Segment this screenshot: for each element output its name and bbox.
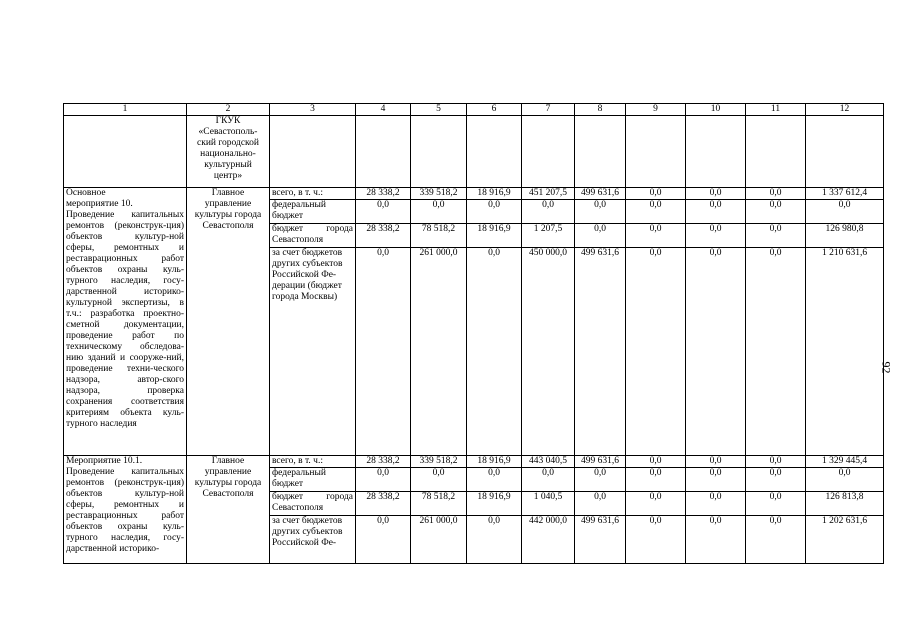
amount-cell: 18 916,9 (467, 492, 522, 516)
amount-cell: 499 631,6 (575, 516, 626, 564)
amount-cell: 1 329 445,4 (806, 456, 884, 468)
page-number: 92 (879, 361, 894, 374)
amount-cell: 0,0 (467, 516, 522, 564)
amount-cell: 0,0 (746, 516, 806, 564)
amount-cell: 0,0 (746, 188, 806, 200)
amount-cell: 0,0 (467, 248, 522, 456)
amount-cell: 499 631,6 (575, 188, 626, 200)
amount-cell: 1 337 612,4 (806, 188, 884, 200)
amount-cell: 28 338,2 (356, 456, 411, 468)
funding-source: всего, в т. ч.: (270, 456, 356, 468)
table-row (64, 456, 884, 468)
amount-cell: 0,0 (686, 468, 746, 492)
amount-cell: 0,0 (746, 248, 806, 456)
event-description: Основное мероприятие 10. Проведение капитальных ремонтов (реконструк-ция) объектов культур-ной сферы, ремонтных и реставрационных работ объектов охраны куль-турного наследия, госу-дарственной историко-культурной экспертизы, в т.ч.: разработка проектно-сметной документации, проведение работ по техническому обследова-нию зданий и сооруже-ний, проведение техни-ческого надзора, автор-ского надзора, проверка сохранения соответствия критериям объекта куль-турного наследия (64, 188, 187, 456)
column-number: 10 (686, 104, 746, 116)
column-number: 3 (270, 104, 356, 116)
amount-cell: 0,0 (686, 188, 746, 200)
amount-cell: 0,0 (626, 516, 686, 564)
column-number: 1 (64, 104, 187, 116)
amount-cell: 0,0 (575, 224, 626, 248)
amount-cell: 28 338,2 (356, 188, 411, 200)
event-executor: Главное управление культуры города Севастополя (187, 456, 270, 564)
amount-cell: 0,0 (575, 468, 626, 492)
amount-cell: 0,0 (411, 200, 467, 224)
amount-cell: 0,0 (626, 224, 686, 248)
amount-cell: 18 916,9 (467, 456, 522, 468)
funding-source: бюджет города Севастополя (270, 224, 356, 248)
event-executor: Главное управление культуры города Севастополя (187, 188, 270, 456)
amount-cell: 0,0 (626, 248, 686, 456)
amount-cell: 0,0 (746, 456, 806, 468)
amount-cell: 0,0 (746, 468, 806, 492)
amount-cell: 499 631,6 (575, 456, 626, 468)
amount-cell: 0,0 (522, 468, 575, 492)
amount-cell: 0,0 (686, 200, 746, 224)
amount-cell: 0,0 (686, 492, 746, 516)
amount-cell: 0,0 (575, 492, 626, 516)
event-description: Мероприятие 10.1. Проведение капитальных ремонтов (реконструк-ция) объектов культур-ной сферы, ремонтных и реставрационных работ объектов охраны куль-турного наследия, госу-дарственной историко- (64, 456, 187, 564)
executor-cell (187, 116, 270, 188)
amount-cell: 443 040,5 (522, 456, 575, 468)
amount-cell: 0,0 (686, 248, 746, 456)
amount-cell: 0,0 (746, 200, 806, 224)
amount-cell: 78 518,2 (411, 224, 467, 248)
funding-source: федеральный бюджет (270, 200, 356, 224)
amount-cell: 0,0 (522, 200, 575, 224)
amount-cell: 0,0 (626, 456, 686, 468)
executor-text: ГКУК «Севастополь- ский городской национально- культурный центр» (196, 116, 260, 181)
amount-cell: 0,0 (746, 492, 806, 516)
amount-cell: 261 000,0 (411, 516, 467, 564)
column-number-row (64, 104, 884, 116)
amount-cell: 1 202 631,6 (806, 516, 884, 564)
amount-cell: 0,0 (686, 516, 746, 564)
amount-cell: 0,0 (806, 200, 884, 224)
description-cell (64, 116, 187, 188)
funding-source: за счет бюджетов других субъектов Российской Фе-дерации (бюджет города Москвы) (270, 248, 356, 456)
amount-cell: 1 040,5 (522, 492, 575, 516)
amount-cell: 0,0 (746, 224, 806, 248)
amount-cell: 0,0 (626, 492, 686, 516)
column-number: 6 (467, 104, 522, 116)
amount-cell: 0,0 (356, 468, 411, 492)
amount-cell: 0,0 (626, 200, 686, 224)
amount-cell: 0,0 (686, 224, 746, 248)
funding-source: всего, в т. ч.: (270, 188, 356, 200)
amount-cell: 1 207,5 (522, 224, 575, 248)
column-number: 7 (522, 104, 575, 116)
amount-cell: 339 518,2 (411, 188, 467, 200)
amount-cell: 0,0 (467, 200, 522, 224)
amount-cell: 0,0 (626, 188, 686, 200)
amount-cell: 28 338,2 (356, 224, 411, 248)
amount-cell: 0,0 (626, 468, 686, 492)
top-block-row (64, 116, 884, 188)
column-number: 9 (626, 104, 686, 116)
amount-cell: 0,0 (356, 248, 411, 456)
amount-cell: 1 210 631,6 (806, 248, 884, 456)
funding-source: бюджет города Севастополя (270, 492, 356, 516)
column-number: 5 (411, 104, 467, 116)
column-number: 12 (806, 104, 884, 116)
table-row (64, 188, 884, 200)
amount-cell: 0,0 (411, 468, 467, 492)
amount-cell: 450 000,0 (522, 248, 575, 456)
amount-cell: 261 000,0 (411, 248, 467, 456)
column-number: 8 (575, 104, 626, 116)
column-number: 4 (356, 104, 411, 116)
column-number: 11 (746, 104, 806, 116)
funding-source: федеральный бюджет (270, 468, 356, 492)
amount-cell: 451 207,5 (522, 188, 575, 200)
amount-cell: 442 000,0 (522, 516, 575, 564)
amount-cell: 499 631,6 (575, 248, 626, 456)
amount-cell: 0,0 (356, 200, 411, 224)
amount-cell: 18 916,9 (467, 188, 522, 200)
amount-cell: 18 916,9 (467, 224, 522, 248)
funding-source: за счет бюджетов других субъектов Российской Фе- (270, 516, 356, 564)
amount-cell: 0,0 (356, 516, 411, 564)
amount-cell: 126 813,8 (806, 492, 884, 516)
amount-cell: 126 980,8 (806, 224, 884, 248)
amount-cell: 0,0 (686, 456, 746, 468)
amount-cell: 0,0 (575, 200, 626, 224)
column-number: 2 (187, 104, 270, 116)
amount-cell: 78 518,2 (411, 492, 467, 516)
amount-cell: 339 518,2 (411, 456, 467, 468)
amount-cell: 0,0 (467, 468, 522, 492)
amount-cell: 28 338,2 (356, 492, 411, 516)
amount-cell: 0,0 (806, 468, 884, 492)
budget-table (63, 103, 884, 564)
